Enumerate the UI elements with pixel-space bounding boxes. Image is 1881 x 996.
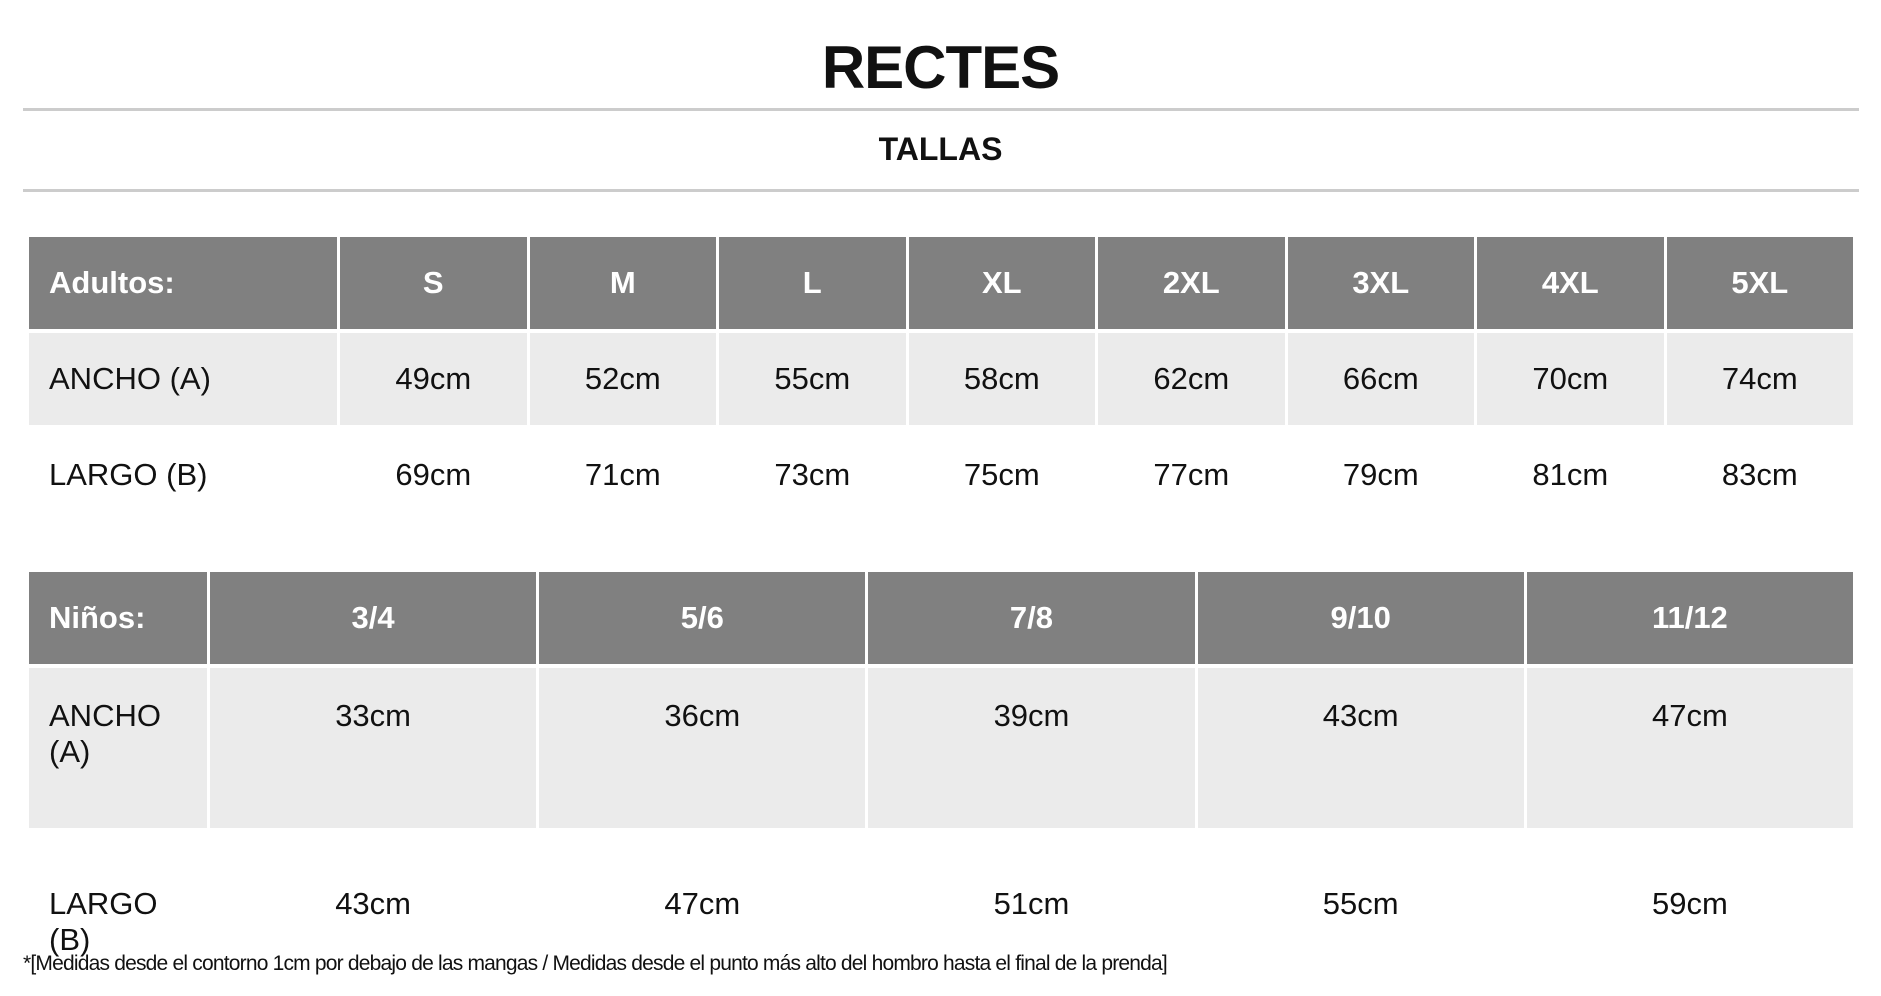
table-cell: 36cm	[539, 668, 865, 828]
size-header: 3XL	[1288, 237, 1475, 333]
table-cell: 47cm	[1527, 668, 1853, 828]
adults-label: Adultos:	[29, 237, 337, 333]
size-header: 11/12	[1527, 572, 1853, 668]
size-header: 5XL	[1667, 237, 1854, 333]
size-header: 7/8	[868, 572, 1194, 668]
table-cell: 52cm	[530, 333, 717, 425]
table-cell: 49cm	[340, 333, 527, 425]
table-row	[29, 668, 1853, 828]
table-cell: 43cm	[335, 886, 411, 921]
table-cell: 33cm	[210, 668, 536, 828]
table-row	[29, 333, 1853, 425]
table-row	[29, 425, 1853, 525]
table-cell: 47cm	[664, 886, 741, 921]
adult-size-table	[26, 237, 1856, 525]
size-header: 3/4	[210, 572, 536, 668]
table-cell: 62cm	[1098, 333, 1285, 425]
table-cell: 69cm	[395, 457, 472, 492]
size-header: M	[530, 237, 717, 333]
size-header: 5/6	[539, 572, 865, 668]
table-cell: 83cm	[1721, 457, 1798, 492]
row-label: LARGO (B)	[49, 457, 208, 492]
table-cell: 70cm	[1477, 333, 1664, 425]
measurement-footnote: *[Medidas desde el contorno 1cm por debajo de las mangas / Medidas desde el punto más alto del hombro hasta el final de la prenda]	[23, 952, 1167, 975]
row-label: ANCHO (A)	[29, 668, 207, 828]
size-header: XL	[909, 237, 1096, 333]
table-cell: 39cm	[868, 668, 1194, 828]
kids-size-table	[26, 572, 1856, 996]
table-cell: 43cm	[1198, 668, 1524, 828]
table-cell: 66cm	[1288, 333, 1475, 425]
table-cell: 55cm	[1322, 886, 1399, 921]
table-cell: 75cm	[963, 457, 1040, 492]
size-header: 9/10	[1198, 572, 1524, 668]
section-subtitle: TALLAS	[878, 131, 1003, 167]
size-header: L	[719, 237, 906, 333]
table-cell: 59cm	[1651, 886, 1728, 921]
size-header: S	[340, 237, 527, 333]
title-divider	[23, 108, 1859, 111]
table-cell: 55cm	[719, 333, 906, 425]
table-cell: 73cm	[774, 457, 851, 492]
table-header-row	[29, 572, 1853, 668]
table-cell: 58cm	[909, 333, 1096, 425]
size-header: 2XL	[1098, 237, 1285, 333]
table-cell: 77cm	[1153, 457, 1230, 492]
table-cell: 71cm	[584, 457, 661, 492]
subtitle-divider	[23, 189, 1859, 192]
table-cell: 81cm	[1532, 457, 1609, 492]
table-cell: 79cm	[1342, 457, 1419, 492]
table-cell: 74cm	[1667, 333, 1854, 425]
table-cell: 51cm	[993, 886, 1070, 921]
row-label: ANCHO (A)	[29, 333, 337, 425]
kids-label: Niños:	[29, 572, 207, 668]
row-label: LARGO (B)	[49, 886, 158, 957]
table-header-row	[29, 237, 1853, 333]
size-header: 4XL	[1477, 237, 1664, 333]
page-title: RECTES	[821, 34, 1060, 101]
